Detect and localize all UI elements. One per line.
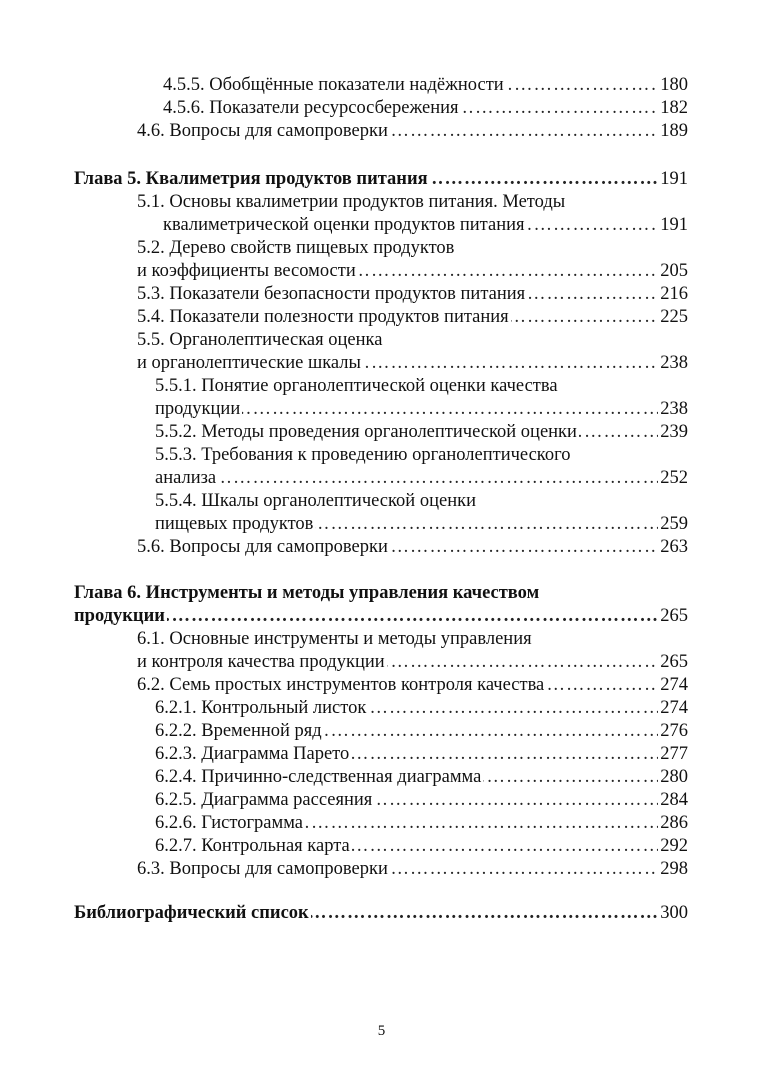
toc-entry-page: 292 <box>660 836 688 856</box>
toc-entry-4-6 <box>137 120 688 142</box>
toc-entry-5-1 <box>163 214 688 236</box>
toc-entry-title: 4.5.6. Показатели ресурсосбережения <box>163 98 459 118</box>
toc-entry-title: Глава 5. Квалиметрия продуктов питания <box>74 169 428 189</box>
toc-entry-5-5-1-line1: 5.5.1. Понятие органолептической оценки качества <box>155 376 558 396</box>
toc-entry-title: 6.2.6. Гистограмма <box>155 813 303 833</box>
toc-entry-5-3 <box>137 283 688 305</box>
toc-entry-page: 284 <box>660 790 688 810</box>
toc-entry-6-2-3 <box>155 743 688 765</box>
toc-entry-page: 286 <box>660 813 688 833</box>
toc-chapter-6-line1: Глава 6. Инструменты и методы управления качеством <box>74 583 540 603</box>
toc-entry-title: 4.6. Вопросы для самопроверки <box>137 121 388 141</box>
toc-entry-page: 276 <box>660 721 688 741</box>
toc-entry-title: анализа <box>155 468 217 488</box>
toc-entry-5-2-line1: 5.2. Дерево свойств пищевых продуктов <box>137 238 455 258</box>
toc-entry-title: 6.2. Семь простых инструментов контроля качества <box>137 675 545 695</box>
toc-entry-5-5-3-line1: 5.5.3. Требования к проведению органолептического <box>155 445 571 465</box>
toc-entry-page: 205 <box>660 261 688 281</box>
toc-entry-title: квалиметрической оценки продуктов питания <box>163 215 525 235</box>
toc-entry-title: 6.2.2. Временной ряд <box>155 721 322 741</box>
toc-entry-title: Библиографический список <box>74 903 309 923</box>
toc-entry-title: 6.2.5. Диаграмма рассеяния <box>155 790 373 810</box>
toc-entry-4-5-6 <box>163 97 688 119</box>
toc-entry-page: 238 <box>660 399 688 419</box>
toc-entry-page: 191 <box>660 215 688 235</box>
toc-entry-5-6 <box>137 536 688 558</box>
page-number: 5 <box>377 1023 386 1039</box>
toc-entry-5-2 <box>137 260 688 282</box>
toc-entry-page: 277 <box>660 744 688 764</box>
toc-entry-page: 252 <box>660 468 688 488</box>
toc-entry-page: 216 <box>660 284 688 304</box>
toc-entry-title: и контроля качества продукции <box>137 652 385 672</box>
toc-entry-page: 265 <box>660 652 688 672</box>
toc-entry-page: 180 <box>660 75 688 95</box>
toc-entry-6-2-2 <box>155 720 688 742</box>
toc-entry-page: 225 <box>660 307 688 327</box>
toc-entry-title: пищевых продуктов <box>155 514 314 534</box>
toc-entry-page: 298 <box>660 859 688 879</box>
toc-entry-page: 191 <box>660 169 688 189</box>
toc-entry-6-2-4 <box>155 766 688 788</box>
toc-entry-5-1-line1: 5.1. Основы квалиметрии продуктов питания. Методы <box>137 192 566 212</box>
toc-entry-page: 274 <box>660 698 688 718</box>
toc-entry-page: 239 <box>660 422 688 442</box>
toc-entry-title: продукции <box>74 606 165 626</box>
toc-entry-title: 5.6. Вопросы для самопроверки <box>137 537 388 557</box>
toc-entry-page: 182 <box>660 98 688 118</box>
toc-entry-5-5-3 <box>155 467 688 489</box>
toc-entry-title: 5.5.2. Методы проведения органолептической оценки <box>155 422 577 442</box>
toc-entry-title: 6.3. Вопросы для самопроверки <box>137 859 388 879</box>
toc-entry-title: 4.5.5. Обобщённые показатели надёжности <box>163 75 504 95</box>
toc-entry-page: 238 <box>660 353 688 373</box>
toc-entry-page: 189 <box>660 121 688 141</box>
toc-entry-6-2-7 <box>155 835 688 857</box>
toc-entry-title: 6.2.3. Диаграмма Парето <box>155 744 350 764</box>
toc-entry-6-1 <box>137 651 688 673</box>
toc-entry-5-5-line1: 5.5. Органолептическая оценка <box>137 330 383 350</box>
toc-entry-page: 280 <box>660 767 688 787</box>
toc-entry-5-4 <box>137 306 688 328</box>
toc-entry-page: 259 <box>660 514 688 534</box>
toc-entry-5-5 <box>137 352 688 374</box>
toc-entry-title: 6.2.7. Контрольная карта <box>155 836 350 856</box>
toc-entry-6-2-5 <box>155 789 688 811</box>
toc-entry-title: 6.2.4. Причинно-следственная диаграмма <box>155 767 482 787</box>
toc-bibliography <box>74 902 688 924</box>
toc-entry-6-3 <box>137 858 688 880</box>
toc-entry-page: 265 <box>660 606 688 626</box>
toc-chapter-6 <box>74 605 688 627</box>
toc-entry-page: 300 <box>660 903 688 923</box>
toc-entry-4-5-5 <box>163 74 688 96</box>
toc-entry-page: 274 <box>660 675 688 695</box>
toc-entry-6-2-1 <box>155 697 688 719</box>
toc-entry-title: и органолептические шкалы <box>137 353 361 373</box>
toc-chapter-5 <box>74 168 688 190</box>
toc-entry-title: 5.3. Показатели безопасности продуктов питания <box>137 284 526 304</box>
toc-entry-title: 5.4. Показатели полезности продуктов питания <box>137 307 509 327</box>
toc-entry-6-2-6 <box>155 812 688 834</box>
toc-entry-5-5-4 <box>155 513 688 535</box>
toc-entry-5-5-2 <box>155 421 688 443</box>
toc-entry-5-5-1 <box>155 398 688 420</box>
toc-entry-title: продукции <box>155 399 241 419</box>
toc-entry-6-1-line1: 6.1. Основные инструменты и методы управления <box>137 629 532 649</box>
toc-entry-6-2 <box>137 674 688 696</box>
toc-entry-title: 6.2.1. Контрольный листок <box>155 698 367 718</box>
toc-entry-title: и коэффициенты весомости <box>137 261 356 281</box>
toc-entry-page: 263 <box>660 537 688 557</box>
toc-entry-5-5-4-line1: 5.5.4. Шкалы органолептической оценки <box>155 491 476 511</box>
